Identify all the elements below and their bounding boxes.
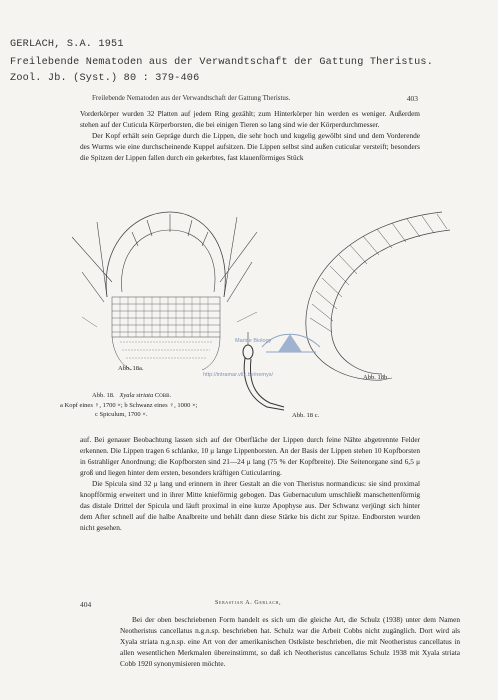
paragraph-synonymy: Bei der oben beschriebenen Form handelt es sich um die gleiche Art, die Schulz (1938) unter dem Namen Neotheristus cancellatus n.g.n.sp. beschrieben hat. Schulz war die Arbeit Cobbs nicht zugänglich. Dort wird als Xyala striata n.g.n.sp. eine Art von der amerikanischen Ostküste beschrieben, die mit Neotheristus cancellatus in allen wesentlichen Merkmalen übereinstimmt, so daß ich Neotheristus cancellatus Schulz 1938 mit Xyala striata Cobb 1920 synonymisieren möchte. (120, 615, 460, 668)
paragraph-body-bristles: Vorderkörper wurden 32 Platten auf jedem Ring gezählt; zum Hinterkörper hin werden es weniger. Außerdem stehen auf der Cuticula Körperborsten, die bei einigen Tieren so lang sind wie der Körperdurchmesser. (80, 109, 420, 129)
figure-18 (52, 202, 452, 422)
running-author: Sebastian A. Gerlach, (215, 600, 282, 606)
head-drawing-18a (72, 212, 257, 370)
citation-author-year: GERLACH, S.A. 1951 (10, 39, 124, 50)
figure-caption-spiculum: c Spiculum, 1700 ×. (95, 411, 148, 418)
label-18a: Abb. 18a. (118, 365, 144, 372)
label-18c: Abb. 18 c. (292, 412, 320, 419)
caption-author: Cobb. (154, 392, 172, 399)
caption-abb: Abb. 18. (92, 392, 115, 399)
figure-caption-parts: a Kopf eines ♀, 1700 ×; b Schwanz eines ♀, 1000 ×; (60, 402, 198, 409)
tail-drawing-18b (306, 212, 450, 380)
watermark-label: Marine Biology (235, 338, 272, 344)
caption-species: Xyala striata (119, 392, 154, 399)
page-number-404: 404 (80, 600, 92, 609)
paragraph-lip-details: auf. Bei genauer Beobachtung lassen sich auf der Oberfläche der Lippen durch feine Nähte abgetrennte Felder erkennen. Die Lippen tragen 6 schlanke, 10 μ lange Lippenborsten. An der Basis der Lippen stehen 10 Kopfborsten in 6strahliger Anordnung; die Kopfborsten sind 21—24 μ lang (75 % der Kopfbreite). Die Seitenorgane sind 6,5 μ groß und liegen hinter dem ersten, besonders kräftigen Cuticularring. (80, 435, 420, 477)
running-title: Freilebende Nematoden aus der Verwandtschaft der Gattung Theristus. (92, 94, 291, 102)
figure-caption-title (92, 392, 171, 399)
text-block-upper (80, 108, 420, 163)
citation-journal: Zool. Jb. (Syst.) 80 : 379-406 (10, 73, 200, 84)
citation-title: Freilebende Nematoden aus der Verwandtschaft der Gattung Theristus. (10, 57, 434, 68)
paragraph-head-lips: Der Kopf erhält sein Gepräge durch die Lippen, die sehr hoch und kugelig gewölbt sind und dem Vorderende des Wurms wie eine durchscheinende Kuppel aufsitzen. Die Lippen selbst sind außen cuticular versteift; besonders die Spitzen der Lippen fallen durch ein gekerbtes, fast klauenförmiges Stück (80, 131, 420, 162)
figure-drawing (52, 202, 452, 422)
label-18b: Abb. 18b. (363, 374, 389, 381)
page-number-403: 403 (406, 94, 418, 103)
text-block-lower (80, 434, 420, 533)
paragraph-spicula: Die Spicula sind 32 μ lang und erinnern in ihrer Gestalt an die von Theristus normandicus: sie sind proximal knopfförmig erweitert und in ihrer Mitte kniefôrmig gebogen. Das Gubernaculum umschließt manschettenförmig das distale Drittel der Spicula und läuft proximal in eine kurze Apophyse aus. Der Schwanz verjüngt sich hinter dem After schnell auf die halbe Analbreite und behält dann diese Stärke bis dicht zur Spitze. Endborsten wurden nicht gesehen. (80, 479, 420, 532)
watermark-url: http://intramar.vliz.be/nemys/ (203, 372, 273, 378)
text-block-page404 (120, 614, 460, 669)
